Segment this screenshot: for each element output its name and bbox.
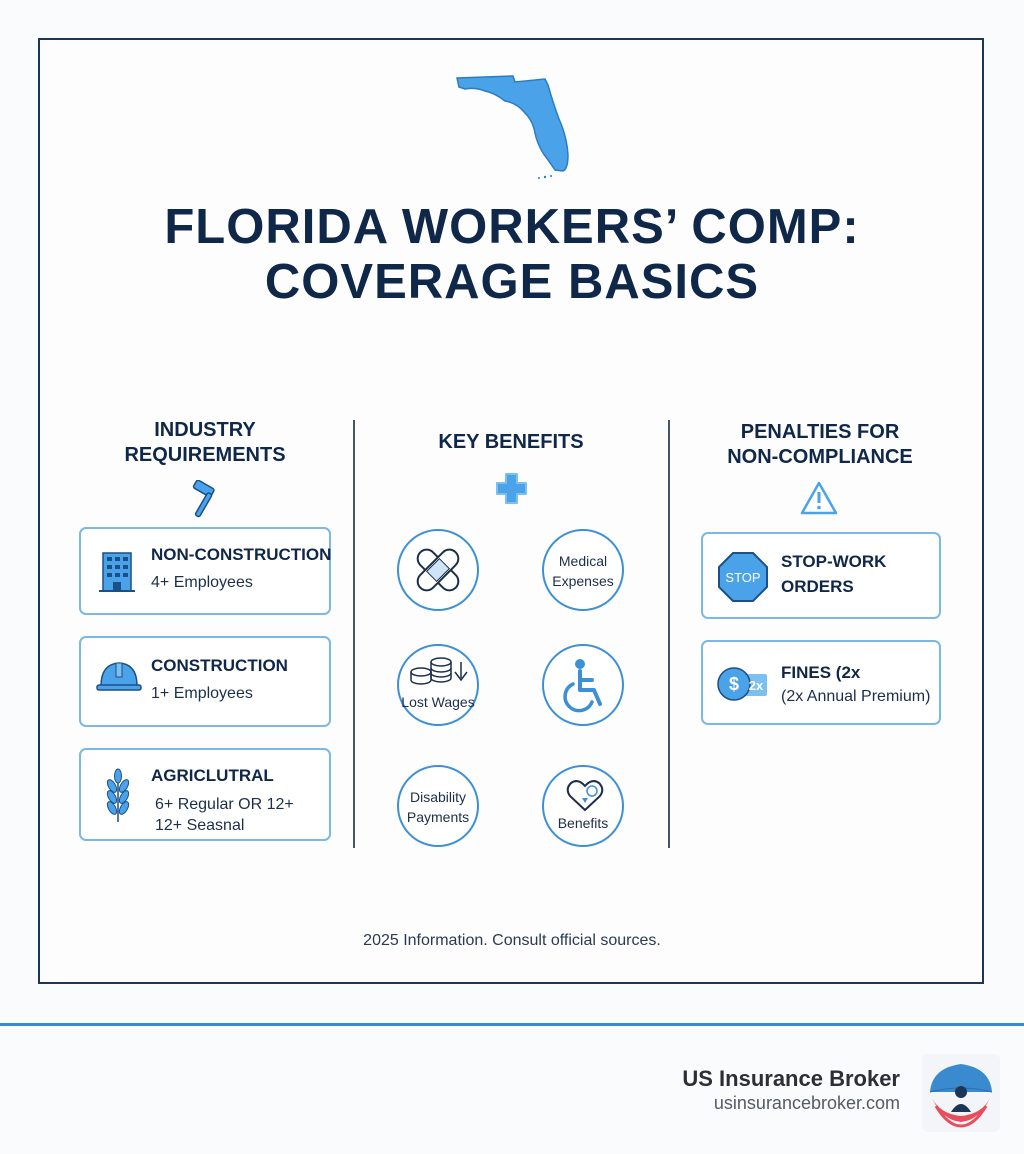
brand-block bbox=[682, 1066, 900, 1114]
medical-cross-icon bbox=[495, 472, 528, 505]
bandage-icon bbox=[409, 541, 467, 599]
warning-icon bbox=[799, 480, 839, 516]
florida-map-icon bbox=[455, 73, 570, 183]
industry-heading-line1: INDUSTRY bbox=[154, 419, 256, 441]
benefit-label: Lost Wages bbox=[401, 694, 475, 710]
benefit-medical-expenses bbox=[542, 529, 624, 611]
card-non-construction bbox=[79, 527, 331, 615]
industry-heading bbox=[80, 418, 330, 468]
benefit-benefits bbox=[542, 765, 624, 847]
benefit-label: Expenses bbox=[552, 573, 614, 589]
benefit-label: Disability bbox=[409, 789, 466, 805]
card-agricultural bbox=[79, 748, 331, 841]
card-subtitle: 4+ Employees bbox=[151, 574, 253, 591]
dollar-sign-text: $ bbox=[728, 674, 740, 694]
card-title: CONSTRUCTION bbox=[151, 656, 288, 675]
card-subtitle: 6+ Regular OR 12+ bbox=[155, 796, 294, 813]
coins-icon bbox=[409, 656, 471, 688]
stop-sign-text: STOP bbox=[725, 570, 761, 585]
penalties-heading bbox=[690, 420, 950, 470]
office-building-icon bbox=[97, 549, 137, 595]
card-title: ORDERS bbox=[781, 577, 854, 596]
footnote: 2025 Information. Consult official sources. bbox=[363, 932, 661, 949]
brand-name: US Insurance Broker bbox=[682, 1066, 900, 1091]
column-divider bbox=[668, 420, 670, 848]
benefit-label: Benefits bbox=[557, 815, 609, 831]
benefit-label: Medical bbox=[558, 553, 608, 569]
wheelchair-icon bbox=[560, 658, 610, 714]
multiplier-badge-text: 2x bbox=[748, 678, 764, 693]
benefit-disability-payments bbox=[397, 765, 479, 847]
card-title: AGRICLUTRAL bbox=[151, 766, 274, 785]
card-subtitle: (2x Annual Premium) bbox=[781, 688, 931, 705]
dollar-coin-icon bbox=[717, 666, 769, 702]
penalties-heading-line2: NON-COMPLIANCE bbox=[727, 446, 913, 468]
benefit-lost-wages bbox=[397, 644, 479, 726]
umbrella-person-logo bbox=[922, 1054, 1000, 1132]
card-title: NON-CONSTRUCTION bbox=[151, 545, 332, 564]
benefit-wheelchair bbox=[542, 644, 624, 726]
hard-hat-icon bbox=[95, 658, 143, 694]
benefit-bandage bbox=[397, 529, 479, 611]
card-title: FINES (2x bbox=[781, 663, 861, 682]
heart-icon bbox=[566, 779, 604, 813]
benefit-label: Payments bbox=[406, 809, 470, 825]
card-stop-work bbox=[701, 532, 941, 619]
page-title-line1: FLORIDA WORKERS’ COMP: bbox=[164, 200, 860, 254]
brand-url: usinsurancebroker.com bbox=[713, 1093, 900, 1113]
wheat-icon bbox=[103, 768, 133, 824]
benefits-heading: KEY BENEFITS bbox=[438, 431, 584, 453]
page-title-line2: COVERAGE BASICS bbox=[264, 255, 760, 309]
penalties-heading-line1: PENALTIES FOR bbox=[740, 421, 900, 443]
card-fines bbox=[701, 640, 941, 725]
card-subtitle: 12+ Seasnal bbox=[155, 817, 245, 834]
card-construction bbox=[79, 636, 331, 727]
hammer-icon bbox=[188, 480, 228, 520]
stop-sign-icon bbox=[717, 551, 769, 603]
footer-divider bbox=[0, 1023, 1024, 1026]
card-subtitle: 1+ Employees bbox=[151, 685, 253, 702]
column-divider bbox=[353, 420, 355, 848]
card-title: STOP-WORK bbox=[781, 552, 887, 571]
industry-heading-line2: REQUIREMENTS bbox=[124, 444, 286, 466]
